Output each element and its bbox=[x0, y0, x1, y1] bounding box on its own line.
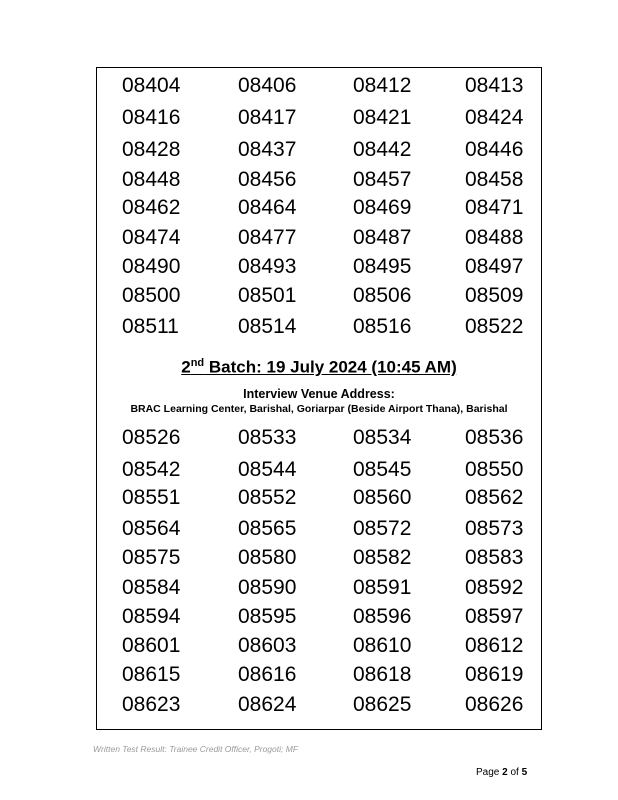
roll-number: 08424 bbox=[465, 106, 524, 129]
roll-number: 08437 bbox=[238, 138, 297, 161]
roll-row bbox=[97, 574, 541, 602]
page-of: of bbox=[507, 767, 522, 778]
footer-note: Written Test Result: Trainee Credit Officer, Progoti; MF bbox=[93, 744, 299, 754]
roll-number: 08456 bbox=[238, 168, 297, 191]
roll-number: 08572 bbox=[353, 517, 412, 540]
roll-number: 08619 bbox=[465, 663, 524, 686]
roll-number: 08552 bbox=[238, 486, 297, 509]
roll-number: 08421 bbox=[353, 106, 412, 129]
page-word: Page bbox=[476, 767, 503, 778]
roll-number: 08595 bbox=[238, 605, 297, 628]
roll-row bbox=[97, 691, 541, 719]
roll-number: 08592 bbox=[465, 576, 524, 599]
roll-number: 08601 bbox=[122, 634, 181, 657]
roll-number: 08509 bbox=[465, 284, 524, 307]
roll-number: 08412 bbox=[353, 74, 412, 97]
roll-row bbox=[97, 104, 541, 132]
roll-number: 08497 bbox=[465, 255, 524, 278]
page-current: 2 bbox=[502, 767, 508, 778]
roll-number: 08464 bbox=[238, 196, 297, 219]
roll-number: 08458 bbox=[465, 168, 524, 191]
roll-number: 08610 bbox=[353, 634, 412, 657]
roll-number: 08488 bbox=[465, 226, 524, 249]
roll-number: 08500 bbox=[122, 284, 181, 307]
page-total: 5 bbox=[521, 767, 528, 778]
roll-row bbox=[97, 253, 541, 281]
roll-number: 08625 bbox=[353, 693, 412, 716]
roll-number: 08501 bbox=[238, 284, 297, 307]
roll-number: 08542 bbox=[122, 458, 181, 481]
roll-number: 08514 bbox=[238, 315, 297, 338]
roll-row bbox=[97, 282, 541, 310]
roll-number: 08626 bbox=[465, 693, 524, 716]
roll-number: 08551 bbox=[122, 486, 181, 509]
roll-number: 08487 bbox=[353, 226, 412, 249]
roll-row bbox=[97, 515, 541, 543]
results-frame bbox=[96, 67, 542, 730]
roll-number: 08404 bbox=[122, 74, 181, 97]
batch2-title bbox=[97, 357, 541, 378]
roll-number: 08469 bbox=[353, 196, 412, 219]
roll-number: 08428 bbox=[122, 138, 181, 161]
roll-number: 08616 bbox=[238, 663, 297, 686]
roll-number: 08446 bbox=[465, 138, 524, 161]
roll-number: 08416 bbox=[122, 106, 181, 129]
roll-row bbox=[97, 632, 541, 660]
roll-number: 08477 bbox=[238, 226, 297, 249]
roll-number: 08624 bbox=[238, 693, 297, 716]
roll-number: 08474 bbox=[122, 226, 181, 249]
roll-number: 08597 bbox=[465, 605, 524, 628]
venue-label: Interview Venue Address: bbox=[243, 387, 395, 401]
roll-number: 08612 bbox=[465, 634, 524, 657]
roll-number: 08560 bbox=[353, 486, 412, 509]
batch2-title-rest: Batch: 19 July 2024 (10:45 AM) bbox=[204, 357, 457, 377]
roll-number: 08618 bbox=[353, 663, 412, 686]
roll-row bbox=[97, 72, 541, 100]
roll-number: 08534 bbox=[353, 426, 412, 449]
roll-number: 08413 bbox=[465, 74, 524, 97]
batch2-title-number: 2 bbox=[181, 357, 191, 377]
roll-number: 08594 bbox=[122, 605, 181, 628]
roll-number: 08582 bbox=[353, 546, 412, 569]
roll-number: 08522 bbox=[465, 315, 524, 338]
roll-number: 08417 bbox=[238, 106, 297, 129]
roll-number: 08573 bbox=[465, 517, 524, 540]
roll-number: 08495 bbox=[353, 255, 412, 278]
roll-number: 08584 bbox=[122, 576, 181, 599]
roll-number: 08516 bbox=[353, 315, 412, 338]
venue-address: BRAC Learning Center, Barishal, Goriarpar (Beside Airport Thana), Barishal bbox=[130, 403, 508, 415]
roll-number: 08471 bbox=[465, 196, 524, 219]
roll-number: 08448 bbox=[122, 168, 181, 191]
roll-number: 08591 bbox=[353, 576, 412, 599]
roll-row bbox=[97, 424, 541, 452]
roll-number: 08544 bbox=[238, 458, 297, 481]
roll-row bbox=[97, 661, 541, 689]
roll-number: 08493 bbox=[238, 255, 297, 278]
roll-number: 08575 bbox=[122, 546, 181, 569]
batch2-title-suffix: nd bbox=[190, 357, 205, 369]
roll-number: 08506 bbox=[353, 284, 412, 307]
roll-row bbox=[97, 603, 541, 631]
roll-number: 08615 bbox=[122, 663, 181, 686]
roll-number: 08533 bbox=[238, 426, 297, 449]
roll-row bbox=[97, 484, 541, 512]
roll-number: 08564 bbox=[122, 517, 181, 540]
roll-number: 08623 bbox=[122, 693, 181, 716]
roll-row bbox=[97, 456, 541, 484]
roll-row bbox=[97, 224, 541, 252]
roll-row bbox=[97, 166, 541, 194]
roll-number: 08536 bbox=[465, 426, 524, 449]
roll-number: 08596 bbox=[353, 605, 412, 628]
roll-number: 08442 bbox=[353, 138, 412, 161]
roll-number: 08462 bbox=[122, 196, 181, 219]
roll-number: 08590 bbox=[238, 576, 297, 599]
roll-number: 08550 bbox=[465, 458, 524, 481]
roll-number: 08562 bbox=[465, 486, 524, 509]
roll-number: 08406 bbox=[238, 74, 297, 97]
roll-number: 08457 bbox=[353, 168, 412, 191]
roll-row bbox=[97, 313, 541, 341]
page-number bbox=[476, 767, 527, 778]
roll-number: 08545 bbox=[353, 458, 412, 481]
roll-number: 08526 bbox=[122, 426, 181, 449]
roll-number: 08583 bbox=[465, 546, 524, 569]
roll-number: 08565 bbox=[238, 517, 297, 540]
roll-number: 08603 bbox=[238, 634, 297, 657]
roll-row bbox=[97, 544, 541, 572]
roll-row bbox=[97, 194, 541, 222]
roll-number: 08580 bbox=[238, 546, 297, 569]
roll-number: 08511 bbox=[122, 315, 179, 338]
roll-number: 08490 bbox=[122, 255, 181, 278]
roll-row bbox=[97, 136, 541, 164]
